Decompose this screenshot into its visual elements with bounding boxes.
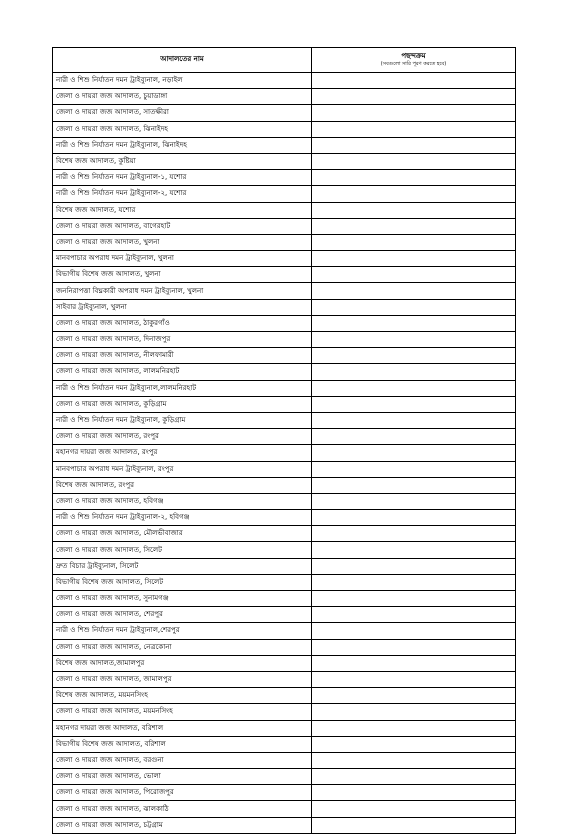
court-name-cell: দ্রুত বিচার ট্রাইব্যুনাল, সিলেট [53,558,312,574]
preference-cell[interactable] [312,251,516,267]
court-name-cell: নারী ও শিশু নির্যাতন দমন ট্রাইব্যুনাল,শেরপুর [53,623,312,639]
court-name-cell: নারী ও শিশু নির্যাতন দমন ট্রাইব্যুনাল, নড়াইল [53,73,312,89]
preference-cell[interactable] [312,720,516,736]
table-row [53,283,516,299]
table-row [53,251,516,267]
court-name-cell: নারী ও শিশু নির্যাতন দমন ট্রাইব্যুনাল-১, যশোর [53,170,312,186]
preference-cell[interactable] [312,283,516,299]
court-name-cell: মহানগর দায়রা জজ আদালত, বরিশাল [53,720,312,736]
preference-cell[interactable] [312,752,516,768]
preference-cell[interactable] [312,234,516,250]
court-name-cell: জেলা ও দায়রা জজ আদালত, রংপুর [53,429,312,445]
preference-cell[interactable] [312,477,516,493]
court-name-cell: জেলা ও দায়রা জজ আদালত, মৌলভীবাজার [53,526,312,542]
court-name-cell: জেলা ও দায়রা জজ আদালত, দিনাজপুর [53,332,312,348]
table-row [53,186,516,202]
court-name-cell: জেলা ও দায়রা জজ আদালত, হবিগঞ্জ [53,493,312,509]
preference-cell[interactable] [312,396,516,412]
court-name-cell: জেলা ও দায়রা জজ আদালত, বাগেরহাট [53,218,312,234]
court-name-cell: জেলা ও দায়রা জজ আদালত, খুলনা [53,234,312,250]
preference-cell[interactable] [312,315,516,331]
table-row [53,736,516,752]
table-row [53,105,516,121]
preference-cell[interactable] [312,607,516,623]
court-name-header-label: আদালতের নাম [160,55,204,64]
table-row [53,137,516,153]
court-name-cell: জেলা ও দায়রা জজ আদালত, পিরোজপুর [53,785,312,801]
preference-cell[interactable] [312,186,516,202]
preference-cell[interactable] [312,137,516,153]
table-row [53,574,516,590]
preference-cell[interactable] [312,801,516,817]
table-row [53,542,516,558]
preference-cell[interactable] [312,704,516,720]
preference-header-note: (সবগুলো সারি পূরণ করতে হবে) [380,60,447,67]
court-name-cell: নারী ও শিশু নির্যাতন দমন ট্রাইব্যুনাল, কুড়িগ্রাম [53,412,312,428]
table-row [53,202,516,218]
preference-cell[interactable] [312,332,516,348]
table-row [53,752,516,768]
table-row [53,445,516,461]
table-row [53,688,516,704]
preference-cell[interactable] [312,267,516,283]
table-row [53,801,516,817]
preference-cell[interactable] [312,736,516,752]
court-name-cell: সাইবার ট্রাইব্যুনাল, খুলনা [53,299,312,315]
preference-cell[interactable] [312,671,516,687]
court-name-cell: জননিরাপত্তা বিঘ্নকারী অপরাধ দমন ট্রাইব্যুনাল, খুলনা [53,283,312,299]
preference-cell[interactable] [312,510,516,526]
table-header [53,48,516,73]
court-name-cell: জেলা ও দায়রা জজ আদালত, নীলফামারী [53,348,312,364]
preference-cell[interactable] [312,817,516,833]
preference-cell[interactable] [312,526,516,542]
court-preference-table [52,47,516,834]
court-name-cell: বিভাগীয় বিশেষ জজ আদালত, খুলনা [53,267,312,283]
table-row [53,218,516,234]
preference-cell[interactable] [312,429,516,445]
table-row [53,380,516,396]
preference-cell[interactable] [312,348,516,364]
preference-cell[interactable] [312,639,516,655]
court-name-cell: জেলা ও দায়রা জজ আদালত, চুয়াডাঙ্গা [53,89,312,105]
table-row [53,785,516,801]
table-row [53,510,516,526]
preference-header [312,48,516,73]
court-name-cell: জেলা ও দায়রা জজ আদালত, ময়মনসিংহ [53,704,312,720]
preference-cell[interactable] [312,558,516,574]
table-row [53,170,516,186]
preference-cell[interactable] [312,461,516,477]
preference-cell[interactable] [312,202,516,218]
court-name-cell: জেলা ও দায়রা জজ আদালত, চট্টগ্রাম [53,817,312,833]
court-name-cell: জেলা ও দায়রা জজ আদালত, ঠাকুরগাঁও [53,315,312,331]
table-row [53,817,516,833]
table-row [53,526,516,542]
court-name-cell: বিভাগীয় বিশেষ জজ আদালত, সিলেট [53,574,312,590]
preference-cell[interactable] [312,769,516,785]
court-name-cell: মানবপাচার অপরাধ দমন ট্রাইব্যুনাল, রংপুর [53,461,312,477]
preference-cell[interactable] [312,655,516,671]
court-name-cell: মানবপাচার অপরাধ দমন ট্রাইব্যুনাল, খুলনা [53,251,312,267]
court-name-cell: জেলা ও দায়রা জজ আদালত, নেত্রকোনা [53,639,312,655]
court-name-cell: বিশেষ জজ আদালত, যশোর [53,202,312,218]
preference-header-label: পছন্দক্রম [401,51,426,60]
court-name-header [53,48,312,73]
court-name-cell: জেলা ও দায়রা জজ আদালত, কুড়িগ্রাম [53,396,312,412]
table-row [53,558,516,574]
table-row [53,348,516,364]
table-row [53,720,516,736]
preference-cell[interactable] [312,445,516,461]
preference-cell[interactable] [312,299,516,315]
preference-cell[interactable] [312,493,516,509]
table-row [53,153,516,169]
table-row [53,461,516,477]
table-row [53,429,516,445]
court-name-cell: বিভাগীয় বিশেষ জজ আদালত, বরিশাল [53,736,312,752]
table-row [53,89,516,105]
court-name-cell: বিশেষ জজ আদালত,জামালপুর [53,655,312,671]
table-row [53,704,516,720]
court-name-cell: জেলা ও দায়রা জজ আদালত, সিলেট [53,542,312,558]
table-row [53,639,516,655]
preference-cell[interactable] [312,591,516,607]
preference-cell[interactable] [312,218,516,234]
table-row [53,315,516,331]
header-row [53,48,516,73]
preference-cell[interactable] [312,121,516,137]
court-name-cell: বিশেষ জজ আদালত, রংপুর [53,477,312,493]
court-name-cell: নারী ও শিশু নির্যাতন দমন ট্রাইব্যুনাল, ঝিনাইদহ [53,137,312,153]
table-row [53,364,516,380]
court-name-cell: জেলা ও দায়রা জজ আদালত, ঝিনাইদহ [53,121,312,137]
preference-cell[interactable] [312,364,516,380]
preference-cell[interactable] [312,412,516,428]
court-name-cell: জেলা ও দায়রা জজ আদালত, ভোলা [53,769,312,785]
table-row [53,623,516,639]
table-row [53,671,516,687]
court-name-cell: জেলা ও দায়রা জজ আদালত, ঝালকাঠি [53,801,312,817]
court-name-cell: মহানগর দায়রা জজ আদালত, রংপুর [53,445,312,461]
preference-cell[interactable] [312,153,516,169]
court-name-cell: জেলা ও দায়রা জজ আদালত, সাতক্ষীরা [53,105,312,121]
preference-cell[interactable] [312,105,516,121]
table-row [53,299,516,315]
court-name-cell: বিশেষ জজ আদালত, ময়মনসিংহ [53,688,312,704]
table-body [53,73,516,834]
court-name-cell: বিশেষ জজ আদালত, কুষ্টিয়া [53,153,312,169]
preference-cell[interactable] [312,623,516,639]
table-row [53,412,516,428]
table-row [53,332,516,348]
court-name-cell: নারী ও শিশু নির্যাতন দমন ট্রাইব্যুনাল-২, হবিগঞ্জ [53,510,312,526]
preference-cell[interactable] [312,89,516,105]
table-row [53,477,516,493]
court-name-cell: নারী ও শিশু নির্যাতন দমন ট্রাইব্যুনাল-২, যশোর [53,186,312,202]
table-row [53,234,516,250]
preference-cell[interactable] [312,785,516,801]
preference-cell[interactable] [312,73,516,89]
table-row [53,607,516,623]
court-name-cell: জেলা ও দায়রা জজ আদালত, শেরপুর [53,607,312,623]
court-name-cell: নারী ও শিশু নির্যাতন দমন ট্রাইব্যুনাল,লালমনিরহাট [53,380,312,396]
table-row [53,655,516,671]
table-row [53,769,516,785]
table-row [53,121,516,137]
preference-cell[interactable] [312,688,516,704]
preference-cell[interactable] [312,170,516,186]
table-row [53,396,516,412]
preference-cell[interactable] [312,574,516,590]
court-name-cell: জেলা ও দায়রা জজ আদালত, জামালপুর [53,671,312,687]
preference-cell[interactable] [312,380,516,396]
court-name-cell: জেলা ও দায়রা জজ আদালত, লালমনিরহাট [53,364,312,380]
table-row [53,267,516,283]
court-name-cell: জেলা ও দায়রা জজ আদালত, সুনামগঞ্জ [53,591,312,607]
court-name-cell: জেলা ও দায়রা জজ আদালত, বরগুনা [53,752,312,768]
table-row [53,73,516,89]
table-row [53,591,516,607]
preference-cell[interactable] [312,542,516,558]
table-row [53,493,516,509]
